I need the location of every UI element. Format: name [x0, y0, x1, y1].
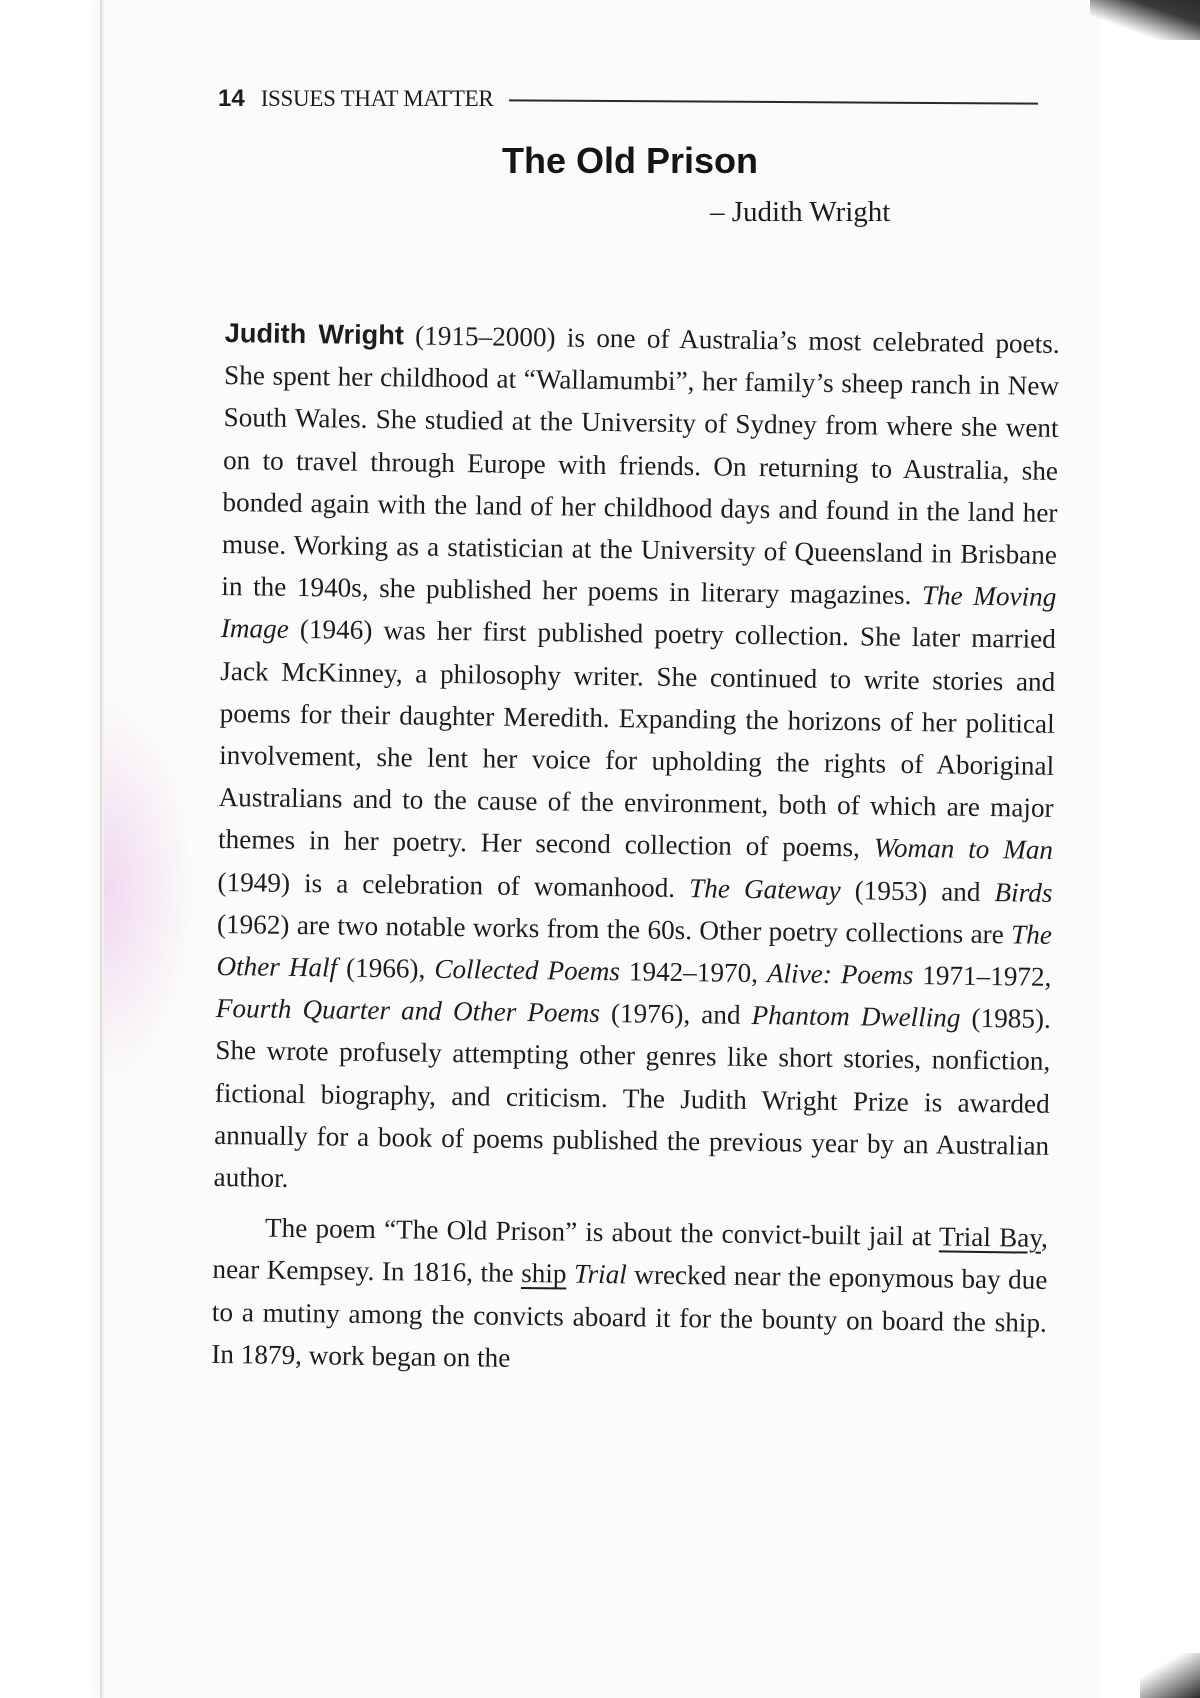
page-title: The Old Prison [501, 140, 759, 181]
text-span: (1915–2000) is one of Australia’s most celebrated poets. She spent her childhood at “Wallamumbi”, her family’s sheep ranch in New South Wales. She studied at the University of Sydney from where she went on to travel through Europe with friends. On returning to Australia, she bonded again with the land of her childhood days and found in the land her muse. Working as a statistician at the University of Queensland in Brisbane in the 1940s, she published her poems in literary magazines. [221, 320, 1060, 611]
text-span: , near Kempsey. In 1816, the [212, 1223, 1049, 1289]
author-line: – Judith Wright [710, 196, 891, 228]
running-title: ISSUES THAT MATTER [260, 86, 494, 111]
page-number: 14 [218, 85, 245, 112]
poem-note-paragraph [211, 1206, 1048, 1386]
text-span: wrecked near the eponymous bay due to a mutiny among the convicts aboard it for the bounty on board the ship. In 1879, work began on the [211, 1259, 1048, 1373]
text-span: (1949) is a celebration of womanhood. [217, 866, 690, 903]
text-span: (1946) was her first published poetry collection. She later married Jack McKinney, a philosophy writer. She continued to write stories and poems for their daughter Meredith. Expanding the horizons of her political involvement, she lent her voice for upholding the rights of Aboriginal Australians and to the cause of the environment, both of which are major themes in her poetry. Her second collection of poems, [217, 614, 1056, 863]
intro-paragraph [213, 312, 1060, 1209]
work-title: Woman to Man [873, 832, 1054, 866]
header-rule [509, 99, 1038, 104]
place-name: Trial Bay [938, 1221, 1042, 1254]
author-name: Judith Wright [224, 316, 405, 351]
work-title: Fourth Quarter and Other Poems [215, 993, 601, 1029]
ship-word: ship [520, 1258, 567, 1290]
work-title: Birds [994, 876, 1053, 908]
highlighter-stain [104, 700, 194, 1080]
running-head [218, 84, 1038, 114]
corner-shadow [1090, 0, 1200, 40]
ship-name: Trial [573, 1259, 628, 1290]
work-title: Collected Poems [434, 953, 621, 987]
text-span: (1985). She wrote profusely attempting other genres like short stories, nonfiction, fictional biography, and criticism. The Judith Wright Prize is awarded annually for a book of poems published the previous year by an Australian author. [213, 1002, 1052, 1193]
work-title: The Other Half [216, 919, 1053, 983]
text-span: (1976), and [599, 998, 752, 1031]
work-title: Phantom Dwelling [751, 1000, 961, 1033]
text-span: (1953) and [840, 874, 995, 907]
text-span: The poem “The Old Prison” is about the convict-built jail at [264, 1212, 940, 1252]
work-title: The Gateway [688, 872, 841, 905]
text-span: (1962) are two notable works from the 60s. Other poetry collections are [216, 908, 1012, 950]
work-title: Alive: Poems [766, 958, 914, 991]
corner-shadow-bottom [1140, 1653, 1200, 1698]
text-span: 1942–1970, [619, 956, 768, 989]
body-text [211, 312, 1060, 1386]
text-span: 1971–1972, [913, 960, 1052, 992]
work-title: The Moving Image [220, 580, 1057, 645]
text-span: (1966), [336, 952, 435, 984]
